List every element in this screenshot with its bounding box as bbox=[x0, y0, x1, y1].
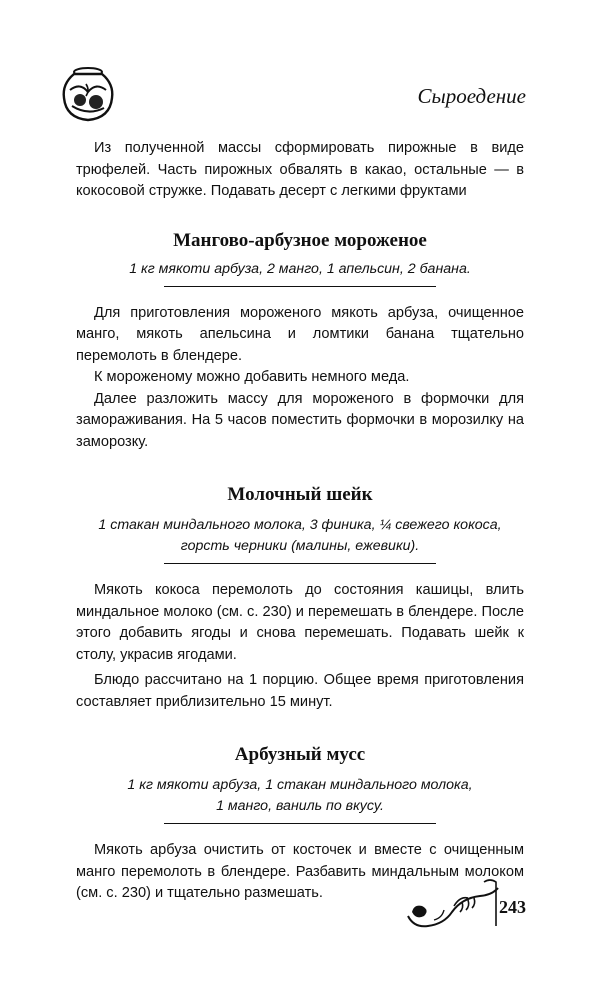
intro-paragraph: Из полученной массы сформировать пирожные в виде трюфелей. Часть пирожных обвалять в какао, остальные — в кокосовой стружке. Подавать десерт с легкими фруктами bbox=[76, 140, 524, 199]
ingredients-shake-line: 1 стакан миндального молока, 3 финика, ¼ свежего кокоса, bbox=[98, 517, 502, 533]
ingredients-mousse-line: 1 манго, ваниль по вкусу. bbox=[216, 798, 384, 814]
page-number: 243 bbox=[499, 897, 526, 917]
recipe-paragraph: Далее разложить массу для мороженого в формочки для замораживания. На 5 часов поместить формочки в морозилку на заморозку. bbox=[76, 390, 524, 450]
ingredients-divider bbox=[164, 823, 436, 824]
recipe-paragraph: Для приготовления мороженого мякоть арбуза, очищенное манго, мякоть апельсина и ломтики банана тщательно перемолоть в блендере. bbox=[76, 304, 524, 364]
ingredients-mousse-line: 1 кг мякоти арбуза, 1 стакан миндального молока, bbox=[127, 777, 473, 793]
ingredients-shake-line: горсть черники (малины, ежевики). bbox=[180, 538, 420, 554]
flourish-ornament-icon bbox=[404, 876, 500, 932]
recipe-title-shake: Молочный шейк bbox=[227, 484, 373, 505]
ornament-pot-icon bbox=[56, 62, 120, 126]
ingredients-divider bbox=[164, 286, 436, 287]
recipe-title-mango: Мангово-арбузное мороженое bbox=[173, 229, 427, 251]
recipe-paragraph: Мякоть арбуза очистить от косточек и вместе с очищенным манго перемолоть в блендере. Разбавить миндальным молоком (см. с. 230) и тщательно размешать. bbox=[76, 842, 524, 901]
ingredients-mango: 1 кг мякоти арбуза, 2 манго, 1 апельсин, 2 банана. bbox=[129, 260, 471, 277]
recipe-paragraph: К мороженому можно добавить немного меда. bbox=[94, 369, 410, 385]
page-content bbox=[76, 138, 524, 905]
recipe-paragraph: Блюдо рассчитано на 1 порцию. Общее время приготовления составляет приблизительно 15 минут. bbox=[76, 672, 524, 710]
recipe-paragraph: Мякоть кокоса перемолоть до состояния кашицы, влить миндальное молоко (см. с. 230) и перемешать в блендере. После этого добавить ягоды и снова перемешать. Подавать шейк к столу, украсив ягодами. bbox=[76, 582, 524, 663]
recipe-title-mousse: Арбузный мусс bbox=[234, 744, 366, 765]
ingredients-divider bbox=[164, 563, 436, 564]
running-head: Сыроедение bbox=[417, 84, 526, 108]
